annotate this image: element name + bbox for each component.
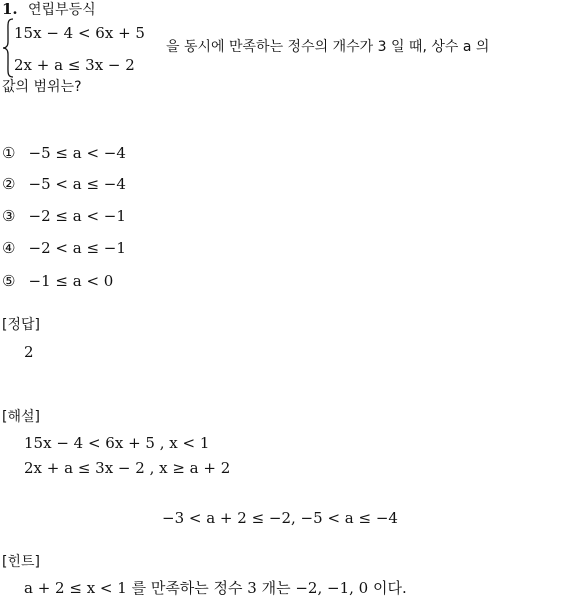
hint-label: [힌트]: [2, 554, 40, 570]
choice-marker: ④: [2, 239, 16, 257]
problem-statement: 을 동시에 만족하는 정수의 개수가 3 일 때, 상수 a 의: [166, 39, 490, 55]
choice-item[interactable]: [2, 145, 126, 161]
hint-line-1: a + 2 ≤ x < 1 를 만족하는 정수 3 개는 −2, −1, 0 이다.: [24, 579, 407, 597]
system-equation-1: 15x − 4 < 6x + 5: [14, 24, 145, 42]
answer-label: [정답]: [2, 317, 40, 333]
choice-text: −5 ≤ a < −4: [28, 144, 126, 162]
system-brace: [2, 18, 14, 78]
choice-text: −2 < a ≤ −1: [28, 239, 126, 257]
choice-marker: ⑤: [2, 272, 16, 290]
choice-item[interactable]: [2, 240, 126, 256]
choice-item[interactable]: [2, 208, 126, 224]
problem-title: 연립부등식: [28, 2, 96, 18]
choice-text: −1 ≤ a < 0: [28, 272, 114, 290]
choice-marker: ①: [2, 144, 16, 162]
system-equation-2: 2x + a ≤ 3x − 2: [14, 56, 135, 74]
choice-item[interactable]: [2, 273, 113, 289]
choice-text: −2 ≤ a < −1: [28, 207, 126, 225]
explanation-line-1: 15x − 4 < 6x + 5 , x < 1: [24, 434, 210, 452]
explanation-centered-equation: −3 < a + 2 ≤ −2, −5 < a ≤ −4: [162, 509, 398, 527]
choice-marker: ②: [2, 175, 16, 193]
answer-value: 2: [24, 343, 34, 361]
problem-number: 1.: [2, 0, 18, 18]
choice-item[interactable]: [2, 176, 126, 192]
problem-statement-line2: 값의 범위는?: [2, 79, 82, 95]
choice-text: −5 < a ≤ −4: [28, 175, 126, 193]
choice-marker: ③: [2, 207, 16, 225]
explanation-label: [해설]: [2, 409, 40, 425]
explanation-line-2: 2x + a ≤ 3x − 2 , x ≥ a + 2: [24, 459, 231, 477]
